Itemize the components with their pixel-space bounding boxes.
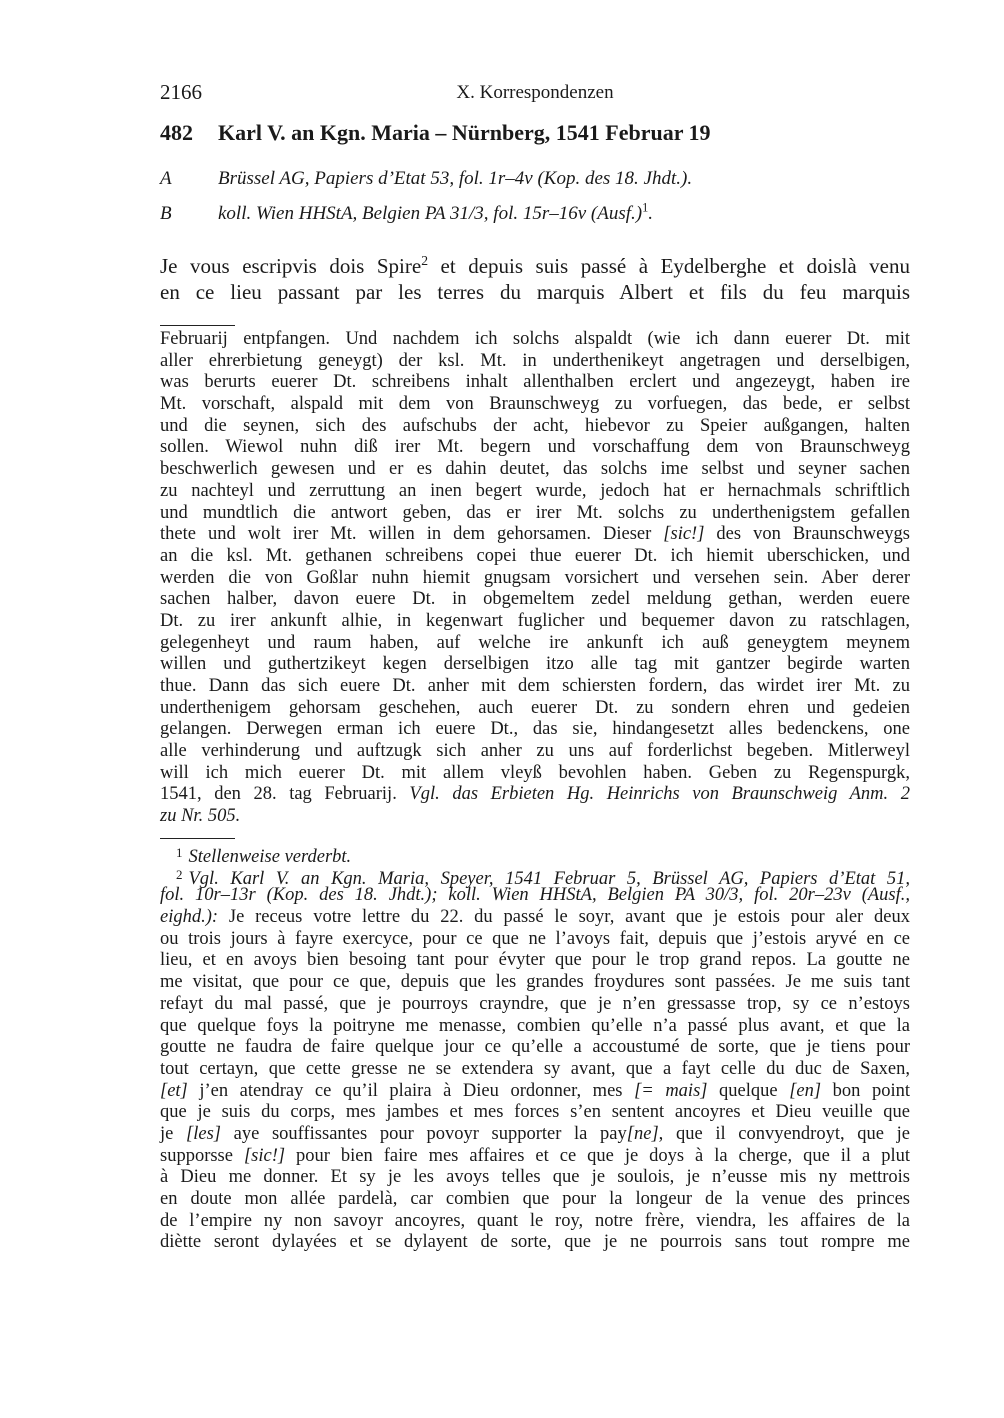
text-line bbox=[160, 885, 910, 907]
text-line bbox=[160, 351, 910, 373]
text-segment: tout certayn, que cette gresse ne se extendera sy avant, que a fayt celle du duc de Saxen, bbox=[160, 1058, 910, 1079]
source-tail: . bbox=[648, 203, 654, 224]
text-line bbox=[160, 1167, 910, 1189]
text-line bbox=[160, 1232, 910, 1254]
text-line bbox=[160, 329, 910, 351]
footnote-ref: 1 bbox=[642, 200, 649, 215]
text-line bbox=[160, 763, 910, 785]
editorial-text: zu Nr. 505. bbox=[160, 806, 241, 827]
text-segment: 1541, den 28. tag Februarij. bbox=[160, 784, 410, 805]
editorial-text: [ne] bbox=[626, 1123, 659, 1144]
text-segment: gelangen. Derwegen erman ich euere Dt., das sie, hindangesetzt alles bedenckens, one bbox=[160, 719, 910, 740]
text-segment: Dt. zu irer ankunft alhie, in kegenwart fuglicher und bequemer davon zu ratschlagen, bbox=[160, 610, 910, 631]
text-line bbox=[160, 459, 910, 481]
text-line bbox=[160, 1146, 910, 1168]
text-segment: sachen halber, davon euere Dt. in obgemeltem zedel meldung gethan, werden euere bbox=[160, 589, 910, 610]
text-line bbox=[160, 842, 910, 867]
text-segment: de l’empire ny non savoyr ancoyres, quant le roy, notre frère, viendra, les affaires de la bbox=[160, 1210, 910, 1231]
text-segment: will ich mich euerer Dt. mit allem vleyß bevohlen haben. Geben zu Regenspurgk, bbox=[160, 762, 910, 783]
text-line bbox=[160, 1102, 910, 1124]
text-line bbox=[160, 806, 910, 828]
text-segment: Je vous escripvis dois Spire bbox=[160, 254, 422, 278]
text-segment: refayt du mal passé, que je pourroys crayndre, que je n’en gressasse trop, sy ce n’estoys bbox=[160, 993, 910, 1014]
footnote-number: 1 bbox=[176, 845, 183, 860]
page-number: 2166 bbox=[160, 80, 202, 104]
text-line bbox=[160, 611, 910, 633]
text-segment: je bbox=[160, 1123, 187, 1144]
text-segment: en doute mon allée pardelà, car combien que pour la longeur de la venue des princes bbox=[160, 1189, 910, 1209]
text-segment: gelegenheyt und raum haben, auf welche ire ankunft ich auß geneygtem meynem bbox=[160, 632, 910, 653]
text-line bbox=[160, 394, 910, 416]
text-line bbox=[160, 437, 910, 459]
text-line bbox=[160, 633, 910, 655]
editorial-text: [sic!] bbox=[243, 1145, 286, 1166]
text-segment: lieu, et en avoys bien besoing tant pour évyter que pour le trop grand repos. La goutte ne bbox=[160, 950, 910, 971]
text-segment: j’en atendray ce qu’il plaira à Dieu ordonner, mes bbox=[187, 1080, 635, 1101]
text-line bbox=[160, 253, 910, 279]
text-segment: Je receus votre lettre du 22. du passé le soyr, avant que je estois pour aler deux bbox=[218, 907, 910, 928]
text-segment: que quelque foys la poitryne me menasse, combien qu’elle n’a passé plus avant, et que la bbox=[160, 1015, 910, 1036]
text-segment: aller ehrerbietung geneygt) der ksl. Mt. in underthenikeyt angetragen und derselbigen, bbox=[160, 350, 910, 371]
text-segment: goutte ne faudra de faire quelque jour ce qu’elle a accoustumé de sorte, que je tiens pour bbox=[160, 1037, 910, 1058]
text-segment: willen und guthertzikeyt kegen derselbigen itzo alle tag mit gantzer begirde warten bbox=[160, 654, 910, 675]
text-segment: Mt. vorschaft, alspald mit dem von Braunschweyg zu vorfuegen, das bede, er selbst bbox=[160, 394, 910, 415]
text-line bbox=[160, 698, 910, 720]
text-segment: et depuis suis passé à Eydelberghe et doislà venu bbox=[428, 254, 910, 278]
running-head: X. Korrespondenzen bbox=[456, 82, 614, 103]
footnote-ref: 2 bbox=[421, 253, 429, 268]
text-line bbox=[160, 654, 910, 676]
text-line bbox=[160, 1016, 910, 1038]
text-line bbox=[160, 1081, 910, 1103]
text-segment: underthenigem gehorsam geschehen, auch euerer Dt. zu sondern ehren und gedeien bbox=[160, 697, 910, 718]
text-segment: pour bien faire mes affaires et ce que je doys à la cherge, que il a plut bbox=[285, 1145, 910, 1166]
text-segment: supporsse bbox=[160, 1145, 244, 1166]
text-segment: werden die von Goßlar nuhn hiemit gnugsam vorsichert und versehen sein. Aber derer bbox=[160, 567, 910, 588]
text-segment: und die seynen, sich des aufschubs der acht, hiebevor zu Speier außgangen, halten bbox=[160, 415, 910, 436]
source-sigle: B bbox=[160, 203, 172, 224]
footnote-divider bbox=[160, 838, 235, 839]
text-segment: Februarij entpfangen. Und nachdem ich solchs alspaldt (wie ich dann euerer Dt. mit bbox=[160, 329, 910, 349]
text-segment: was berurts euerer Dt. schreibens inhalt allenthalben erclert und angezeygt, haben ire bbox=[160, 372, 910, 393]
editorial-text: [et] bbox=[160, 1080, 188, 1101]
text-line bbox=[160, 372, 910, 394]
text-segment: me visitat, que pour ce que, depuis que les grandes froydures sont passées. Je me suis tant bbox=[160, 972, 910, 993]
editorial-text: [= mais] bbox=[634, 1080, 708, 1101]
document-number: 482 bbox=[160, 120, 193, 145]
text-line bbox=[160, 929, 910, 951]
text-segment: alle verhinderung und auftzugk sich anher zu uns auf forderlichst begeben. Mitlerweyl bbox=[160, 741, 910, 762]
text-line bbox=[160, 568, 910, 590]
editorial-text: [en] bbox=[789, 1080, 822, 1101]
editorial-text: fol. 10r–13r (Kop. des 18. Jhdt.); koll. Wien HHStA, Belgien PA 30/3, fol. 20r–23v (Ausf., bbox=[160, 885, 910, 906]
text-segment: diètte seront dylayées et se dylayent de sorte, que je ne pourrois sans tout rompre me bbox=[160, 1232, 910, 1253]
text-segment: aye souffissantes pour povoyr supporter la pay bbox=[220, 1123, 627, 1144]
text-line bbox=[160, 719, 910, 741]
text-line bbox=[160, 503, 910, 525]
text-segment: bon point bbox=[821, 1080, 911, 1101]
text-segment: , que il convyendroyt, que je bbox=[658, 1123, 910, 1144]
letter-body bbox=[160, 253, 910, 305]
text-segment: und mundtlich die antwort geben, das er irer Mt. solchs zu underthenigstem gefallen bbox=[160, 502, 910, 523]
text-segment: beschwerlich gewesen und er es dahin deutet, das solchs ime selbst und seyner sachen bbox=[160, 459, 910, 480]
document-title bbox=[160, 120, 711, 146]
source-text: Brüssel AG, Papiers d’Etat 53, fol. 1r–4v (Kop. des 18. Jhdt.). bbox=[218, 168, 693, 189]
text-segment: sollen. Wiewol nuhn diß irer Mt. begern und vorschaffung dem von Braunschweyg bbox=[160, 437, 910, 458]
running-header bbox=[160, 80, 910, 106]
text-segment: zu nachteyl und zerruttung an inen begert wurde, jedoch hat er hernachmals schriftlich bbox=[160, 480, 910, 501]
editorial-text: Vgl. das Erbieten Hg. Heinrichs von Braunschweig Anm. 2 bbox=[409, 784, 911, 805]
source-b bbox=[160, 200, 654, 225]
editorial-text: Stellenweise verderbt. bbox=[188, 847, 352, 867]
text-segment: à Dieu me donner. Et sy je les avoys telles que je soulois, je n’eusse mis ny mettrois bbox=[160, 1167, 910, 1188]
text-segment: thete und wolt irer Mt. willen in dem gehorsamen. Dieser bbox=[160, 524, 664, 545]
text-line bbox=[160, 950, 910, 972]
text-line bbox=[160, 784, 910, 806]
text-line bbox=[160, 1189, 910, 1211]
text-segment: an die ksl. Mt. gethanen schreibens copei thue euerer Dt. ich hiemit uberschicken, und bbox=[160, 545, 910, 566]
text-line bbox=[160, 907, 910, 929]
source-a bbox=[160, 168, 692, 190]
text-line bbox=[160, 1037, 910, 1059]
text-line bbox=[160, 1211, 910, 1233]
text-segment: thue. Dann das sich euere Dt. anher mit dem schiersten fordern, das wirdet irer Mt. zu bbox=[160, 676, 910, 696]
text-line bbox=[160, 994, 910, 1016]
text-line bbox=[160, 864, 910, 889]
text-segment: ou trois jours à fayre exercyce, pour ce que ne l’avoys fait, depuis que j’estois aryvé en ce bbox=[160, 928, 910, 949]
text-line bbox=[160, 1059, 910, 1081]
text-line bbox=[160, 676, 910, 698]
text-line bbox=[160, 741, 910, 763]
apparatus-continuation bbox=[160, 329, 910, 828]
text-segment: en ce lieu passant par les terres du marquis Albert et fils du feu marquis bbox=[160, 280, 910, 304]
editorial-text: [sic!] bbox=[663, 524, 705, 545]
text-line bbox=[160, 279, 910, 305]
text-segment: que je suis du corps, mes jambes et mes forces s’en sentent ancoyres et Dieu veuille que bbox=[160, 1102, 910, 1123]
editorial-text: [les] bbox=[186, 1123, 221, 1144]
text-line bbox=[160, 1124, 910, 1146]
text-line bbox=[160, 546, 910, 568]
text-line bbox=[160, 589, 910, 611]
text-segment: des von Braunschweygs bbox=[704, 524, 910, 545]
footnotes bbox=[160, 842, 910, 1254]
editorial-text: Vgl. Karl V. an Kgn. Maria, Speyer, 1541 Februar 5, Brüssel AG, Papiers d’Etat 51, bbox=[188, 868, 910, 889]
text-line bbox=[160, 524, 910, 546]
document-title-text: Karl V. an Kgn. Maria – Nürnberg, 1541 Februar 19 bbox=[218, 120, 711, 145]
source-sigle: A bbox=[160, 168, 172, 189]
text-line bbox=[160, 416, 910, 438]
source-text: koll. Wien HHStA, Belgien PA 31/3, fol. 15r–16v (Ausf.) bbox=[218, 203, 643, 224]
text-segment: quelque bbox=[707, 1080, 790, 1101]
footnote-divider bbox=[160, 325, 235, 326]
text-line bbox=[160, 972, 910, 994]
editorial-text: eighd.): bbox=[160, 907, 219, 928]
text-line bbox=[160, 481, 910, 503]
footnote-number: 2 bbox=[176, 866, 183, 882]
